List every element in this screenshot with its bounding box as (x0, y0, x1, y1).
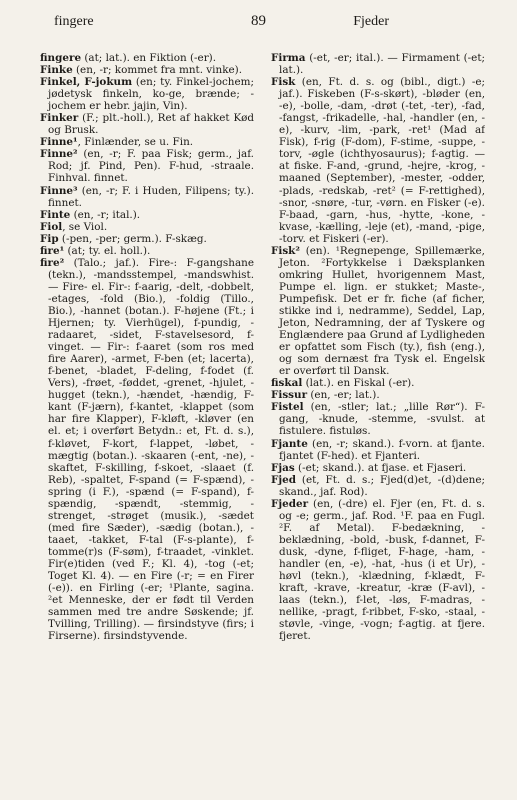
entry (40, 136, 254, 148)
entry-text: (et, Ft. d. s.; Fjed(d)et, -(d)dene; skand., jaf. Rod). (279, 473, 485, 498)
entry-headword: Fjeder (271, 497, 309, 510)
entry-text: (at; lat.). en Fiktion (-er). (81, 52, 217, 64)
entry (271, 438, 485, 462)
header-left-headword: fingere (54, 14, 94, 29)
entry (40, 76, 254, 112)
entry (271, 401, 485, 437)
page-header (28, 14, 489, 34)
entry (271, 389, 485, 401)
entry-headword: Finte (40, 208, 71, 221)
entry-text: (Talo.; jaf.). Fire-: F-gangshane (tekn.), -mandsstempel, -mandswhist. — Fire- el. Fir-: f-aarig, -delt, -dobbelt, -etages, -fold (Bio.), -foldig (Tillo., Bio.), -hannet (botan.). F-højene (Ft.; i Hjernen; ty. Vierhügel), f-pundig, -radaaret, -sidet, F-stavelsesord, f-vinget. — Fir-: f-aaret (som ros med fire Aarer), -armet, F-ben (et; lacerta), f-benet, -bladet, F-deling, f-fodet (f. Vers), -frøet, -føddet, -grenet, -hjulet, -hugget (tekn.), -hændet, -hændig, F-kant (F-jærn), f-kantet, -klappet (som har fire Klapper), F-kløft, -kløver (en el. et; i overført Betydn.: et, Ft. d. s.), f-kløvet, F-kort, f-lappet, -løbet, -mægtig (botan.). -skaaren (-ent, -ne), -skaftet, F-skilling, f-skoet, -slaaet (f. Reb), -spaltet, F-spand (= F-spænd), -spring (i F.), -spænd (= F-spand), f-spændig, -spændt, -stemmig, -strenget, -strøget (musik.), -sædet (med fire Sæder), -sædig (botan.), -taaet, -takket, F-tal (F-s-plante), f-tomme(r)s (F-søm), f-traadet, -vinklet. Fir(e)tiden (ved F.; Kl. 4), -tog (-et; Toget Kl. 4). — en Fire (-r; = en Firer (-e)). en Firling (-er; ¹Plante, sagina. ²et Menneske, der er født til Verden sammen med tre andre Søskende; jf. Tvilling, Trilling). — firsindstyve (firs; i Firserne). firsindstyvende. (48, 256, 254, 643)
entry-headword: Firma (271, 52, 306, 64)
entry (40, 185, 254, 209)
entry (40, 221, 254, 233)
entry (271, 377, 485, 389)
entry-text: (en, -r; ital.). (70, 208, 141, 221)
entry-text: (en, -r; kommet fra mnt. vinke). (72, 64, 242, 77)
entry (40, 64, 254, 76)
entry (271, 498, 485, 643)
entry-text: (en, -r; F. i Huden, Filipens; ty.). finnet. (48, 184, 254, 209)
entry-text: (at; ty. el. holl.). (64, 244, 151, 257)
entry (40, 112, 254, 136)
right-column (271, 52, 485, 794)
entry-headword: Fjed (271, 473, 297, 486)
entry (271, 474, 485, 498)
entry-headword: Fjante (271, 437, 308, 450)
entry (40, 148, 254, 184)
entry-headword: Finne¹ (40, 136, 78, 149)
entry-text: (en, -er; lat.). (307, 389, 380, 402)
entry-headword: fingere (40, 52, 82, 64)
entry-headword: Finne² (40, 148, 78, 161)
entry-headword: Fissur (271, 389, 308, 402)
entry-headword: Finne³ (40, 184, 78, 197)
entry-headword: Finker (40, 112, 79, 125)
left-column (40, 52, 254, 794)
entry (271, 52, 485, 76)
entry (271, 245, 485, 378)
entry-text: (en, -r; skand.). f-vorn. at fjante. fjantet (F-hed). et Fjanteri. (279, 437, 485, 462)
entry (40, 52, 254, 64)
entry-text: (en; ty. Finkel-jochem; jødetysk finkeln, ko-ge, brænde; -jochem er hebr. jajin, Vin). (48, 76, 254, 113)
entry-headword: Fistel (271, 401, 304, 414)
entry-text: (en, (-dre) el. Fjer (en, Ft. d. s. og -e; germ., jaf. Rod. ¹F. paa en Fugl. ²F. af Metal). F-bedækning, -beklædning, -bold, -busk, f-dannet, F-dusk, -dyne, f-fliget, F-hage, -ham, -handler (en, -e), -hat, -hus (i et Ur), -høvl (tekn.), -klædning, f-klædt, F-kraft, -krave, -kreatur, -kræ (F-avl), -laas (tekn.), f-let, -løs, F-madras, -nellike, -pragt, f-ribbet, F-sko, -staal, -støvle, -vinge, -vogn; f-agtig. at fjere. fjeret. (279, 497, 485, 643)
entry-text: (-pen, -per; germ.). F-skæg. (58, 232, 207, 245)
entry-text: (en, Ft. d. s. og (bibl., digt.) -e; jaf.). Fiskeben (F-s-skørt), -bløder (en, -e), -bolle, -dam, -drøt (-tet, -ter), -fad, -fangst, -frikadelle, -hal, -handler (en, -e), -kurv, -lim, -park, -ret¹ (Mad af Fisk), f-rig (F-dom), F-stime, -suppe, -torv, -øgle (ichthyosaurus); f-agtig. — at fiske. F-and, -grund, -hejre, -krog, -maaned (September), -mester, -odder, -plads, -redskab, -ret² (= F-rettighed), -snor, -snøre, -tur, -vørn. en Fisker (-e). F-baad, -garn, -hus, -hytte, -kone, -kvase, -kælling, -leje (et), -mand, -pige, -torv. et Fiskeri (-er). (279, 76, 485, 245)
entry (271, 76, 485, 245)
entry (40, 257, 254, 643)
entry-headword: Finke (40, 64, 73, 77)
entry-text: , Finlænder, se u. Fin. (77, 136, 194, 149)
entry-text: (lat.). en Fiskal (-er). (302, 377, 415, 390)
entry-text: (en, -r; F. paa Fisk; germ., jaf. Rod; jf. Pind, Pen). F-hud, -straale. Finhval. finnet. (48, 148, 254, 185)
entry-headword: fire¹ (40, 244, 65, 257)
entry-text: (en, -stler; lat.; „lille Rør“). F-gang, -knude, -stemme, -svulst. at fistulere. fistuløs. (279, 401, 485, 438)
entry-text: (-et; skand.). at fjase. et Fjaseri. (294, 461, 467, 474)
entry (271, 462, 485, 474)
entry-text: (en). ¹Regnepenge, Spillemærke, Jeton. ²Fortykkelse i Dæksplanken omkring Hullet, hvorigennem Mast, Pumpe el. lign. er stukket; Maste-, Pumpefisk. Det er fr. fiche (af ficher, stikke ind i, nedramme), Seddel, Lap, Jeton, Nedramning, der af Tyskere og Englændere paa Grund af Lydligheden er opfattet som Fisch (ty.), fish (eng.), og som dernæst fra Tysk el. Engelsk er overført til Dansk. (279, 244, 485, 378)
entry (40, 209, 254, 221)
entry-text: , se Viol. (62, 220, 108, 233)
entry-headword: Fip (40, 232, 59, 245)
entry-text: (-et, -er; ital.). — Firmament (-et; lat.). (279, 52, 485, 77)
entry-headword: Fjas (271, 461, 295, 474)
entry-headword: Fisk² (271, 244, 300, 257)
entry-headword: fire² (40, 256, 65, 269)
entry-headword: Fisk (271, 76, 296, 89)
header-right-headword: Fjeder (353, 14, 389, 29)
entry (40, 245, 254, 257)
entry-headword: Finkel, F-jokum (40, 76, 133, 89)
entry-text: (F.; plt.-holl.), Ret af hakket Kød og Brusk. (48, 112, 254, 137)
page-number: 89 (251, 13, 266, 29)
entry-headword: Fiol (40, 220, 63, 233)
entry (40, 233, 254, 245)
entry-headword: fiskal (271, 377, 303, 390)
